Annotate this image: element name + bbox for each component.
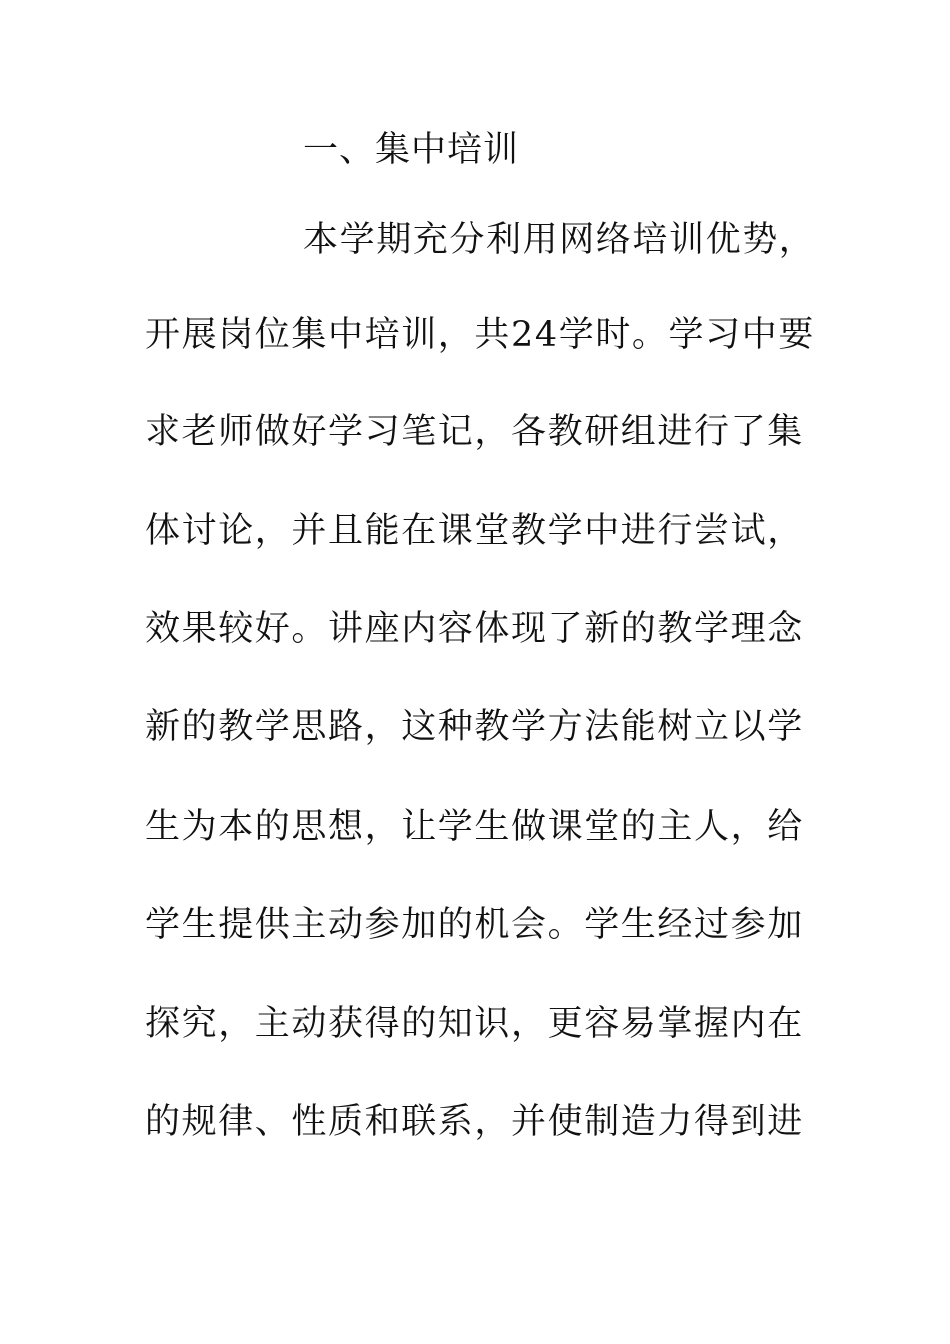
paragraph-line: 求老师做好学习笔记，各教研组进行了集 — [145, 412, 804, 452]
section-heading: 一、集中培训 — [303, 130, 520, 170]
paragraph-line: 效果较好。讲座内容体现了新的教学理念 — [145, 609, 804, 649]
paragraph-line: 生为本的思想，让学生做课堂的主人，给 — [145, 807, 804, 847]
paragraph-line: 的规律、性质和联系，并使制造力得到进 — [145, 1102, 804, 1142]
paragraph-line: 学生提供主动参加的机会。学生经过参加 — [145, 905, 804, 945]
paragraph-line: 本学期充分利用网络培训优势， — [303, 220, 816, 260]
paragraph-line: 探究，主动获得的知识，更容易掌握内在 — [145, 1004, 804, 1044]
paragraph-line: 体讨论，并且能在课堂教学中进行尝试， — [145, 511, 804, 551]
paragraph-line: 开展岗位集中培训，共24学时。学习中要 — [145, 315, 815, 355]
paragraph-line: 新的教学思路，这种教学方法能树立以学 — [145, 707, 804, 747]
